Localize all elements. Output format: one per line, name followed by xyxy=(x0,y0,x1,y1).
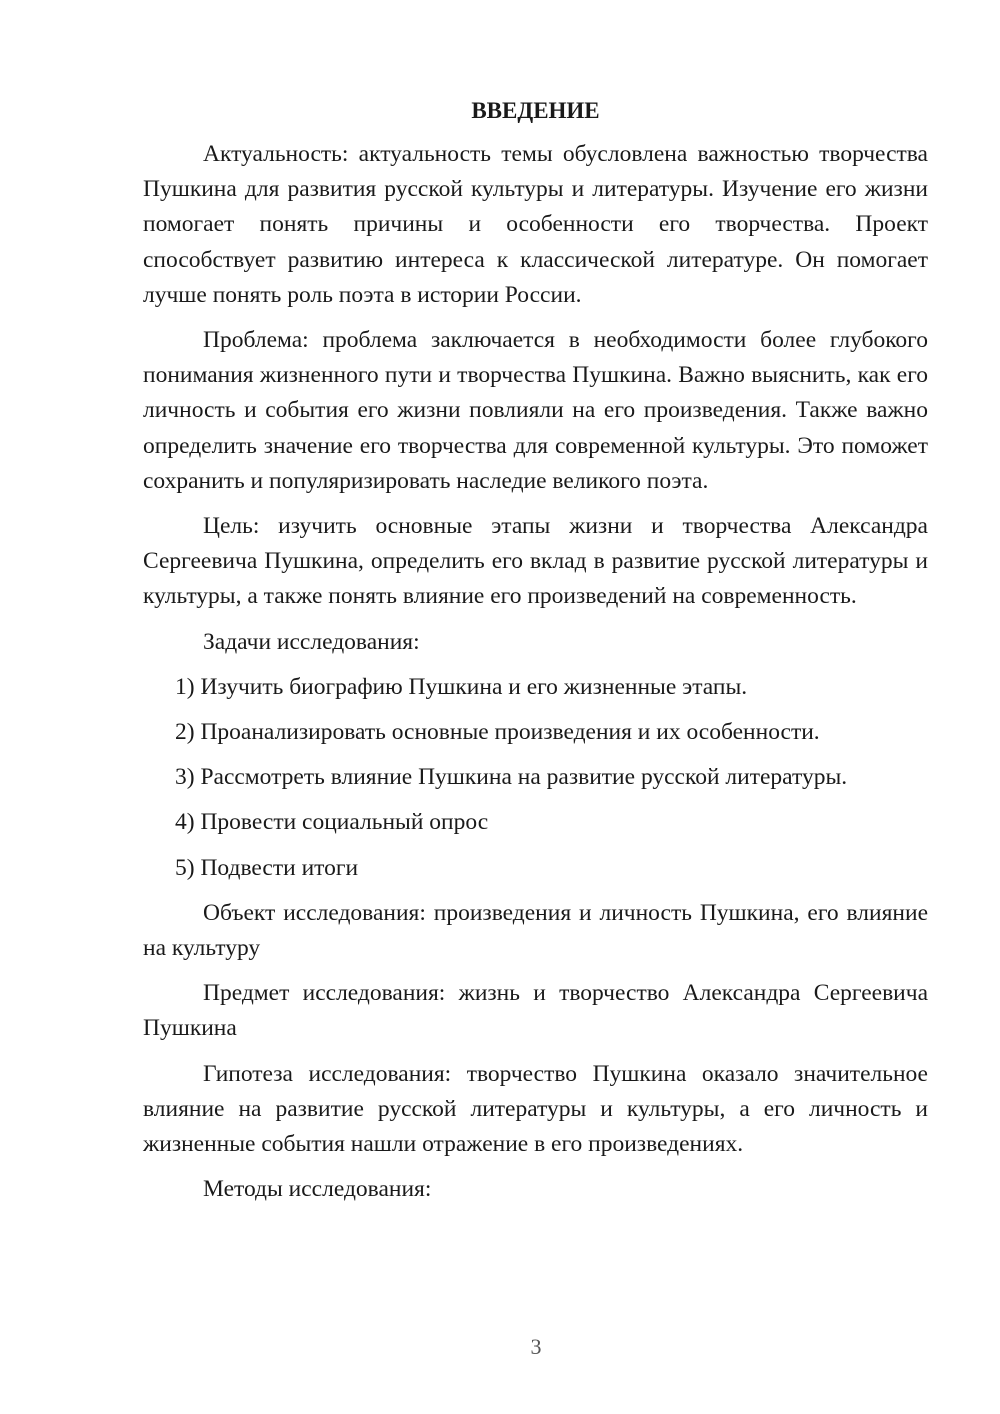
problem-paragraph: Проблема: проблема заключается в необходимости более глубокого понимания жизненного пути и творчества Пушкина. Важно выяснить, как его личность и события его жизни повлияли на его произведения. Также важно определить значение его творчества для современной культуры. Это поможет сохранить и популяризировать наследие великого поэта. xyxy=(143,327,928,494)
section-heading: ВВЕДЕНИЕ xyxy=(471,98,600,123)
methods-title: Методы исследования: xyxy=(203,1176,432,1203)
list-item: 4) Провести социальный опрос xyxy=(175,809,489,836)
page-content xyxy=(143,96,928,1217)
tasks-title: Задачи исследования: xyxy=(203,628,420,655)
list-item: 1) Изучить биографию Пушкина и его жизненные этапы. xyxy=(175,673,748,700)
list-item: 2) Проанализировать основные произведения и их особенности. xyxy=(175,719,820,746)
relevance-paragraph: Актуальность: актуальность темы обусловлена важностью творчества Пушкина для развития русской культуры и литературы. Изучение его жизни помогает понять причины и особенности его творчества. Проект способствует развитию интереса к классической литературе. Он помогает лучше понять роль поэта в истории России. xyxy=(143,141,928,308)
tasks-list xyxy=(143,670,928,886)
page-number: 3 xyxy=(530,1334,542,1359)
list-item: 5) Подвести итоги xyxy=(175,854,359,881)
hypothesis-paragraph: Гипотеза исследования: творчество Пушкина оказало значительное влияние на развитие русской литературы и культуры, а его личность и жизненные события нашли отражение в его произведениях. xyxy=(143,1060,928,1158)
list-item: 3) Рассмотреть влияние Пушкина на развитие русской литературы. xyxy=(175,764,848,791)
goal-paragraph: Цель: изучить основные этапы жизни и творчества Александра Сергеевича Пушкина, определить его вклад в развитие русской литературы и культуры, а также понять влияние его произведений на современность. xyxy=(143,513,928,610)
subject-paragraph: Предмет исследования: жизнь и творчество Александра Сергеевича Пушкина xyxy=(143,980,928,1042)
object-paragraph: Объект исследования: произведения и личность Пушкина, его влияние на культуру xyxy=(143,899,928,962)
